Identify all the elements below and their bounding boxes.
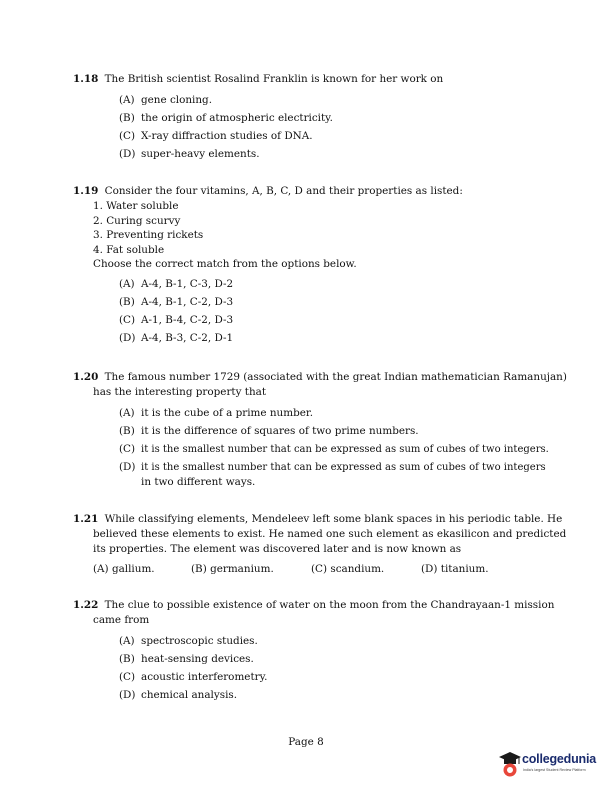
question-number: 1.18 <box>73 73 99 85</box>
option-b: (B) A-4, B-1, C-2, D-3 <box>119 296 234 308</box>
question-stem: The clue to possible existence of water on the moon from the Chandrayaan-1 mission <box>104 599 555 611</box>
option-b: (B) germanium. <box>191 563 274 575</box>
option-d: (D) titanium. <box>421 563 489 575</box>
logo-wordmark: collegedunia <box>522 752 597 766</box>
page-number: Page 8 <box>288 736 324 748</box>
question-stem: Consider the four vitamins, A, B, C, D and their properties as listed: <box>104 185 463 197</box>
option-b: (B) heat-sensing devices. <box>119 652 254 665</box>
option-c: (C) it is the smallest number that can be expressed as sum of cubes of two integers. <box>119 442 549 455</box>
option-a: (A) gallium. <box>93 563 155 575</box>
option-c: (C) A-1, B-4, C-2, D-3 <box>119 314 234 326</box>
property-list-item: 1. Water soluble <box>93 200 179 212</box>
property-list-item: 4. Fat soluble <box>93 243 165 256</box>
option-d: (D) chemical analysis. <box>119 688 238 701</box>
question-stem-cont: believed these elements to exist. He named one such element as ekasilicon and predicted <box>93 528 567 540</box>
option-c: (C) acoustic interferometry. <box>119 670 268 683</box>
option-a: (A) spectroscopic studies. <box>119 634 258 647</box>
question-1-22 <box>73 598 555 703</box>
logo-tagline: India's largest Student Review Platform <box>523 768 586 772</box>
graduation-cap-icon <box>498 750 522 778</box>
option-d: (D) A-4, B-3, C-2, D-1 <box>119 332 234 344</box>
option-d: (D) super-heavy elements. <box>119 147 260 160</box>
question-number: 1.19 <box>73 185 99 197</box>
property-list-item: 2. Curing scurvy <box>93 214 181 227</box>
question-stem: The British scientist Rosalind Franklin is known for her work on <box>104 73 444 85</box>
option-b: (B) the origin of atmospheric electricity. <box>119 111 333 124</box>
property-list-item: 3. Preventing rickets <box>93 229 204 241</box>
question-number: 1.20 <box>73 371 99 383</box>
collegedunia-logo <box>498 748 604 778</box>
question-stem: The famous number 1729 (associated with the great Indian mathematician Ramanujan) <box>104 371 567 383</box>
question-stem-cont: its properties. The element was discovered later and is now known as <box>93 543 462 555</box>
question-1-19 <box>73 184 543 347</box>
question-stem-cont: has the interesting property that <box>93 386 267 398</box>
question-stem-cont: came from <box>93 614 150 626</box>
question-1-18 <box>73 72 543 162</box>
question-number: 1.22 <box>73 599 99 611</box>
inline-options <box>73 562 543 577</box>
option-a: (A) it is the cube of a prime number. <box>119 406 314 419</box>
option-d: (D) it is the smallest number that can be expressed as sum of cubes of two integers in two different ways. <box>119 460 546 488</box>
option-c: (C) X-ray diffraction studies of DNA. <box>119 129 313 142</box>
option-c: (C) scandium. <box>311 563 385 575</box>
option-b: (B) it is the difference of squares of two prime numbers. <box>119 424 419 437</box>
option-a: (A) gene cloning. <box>119 93 213 106</box>
question-number: 1.21 <box>73 513 99 525</box>
question-stem: While classifying elements, Mendeleev left some blank spaces in his periodic table. He <box>104 513 563 525</box>
option-a: (A) A-4, B-1, C-3, D-2 <box>119 278 234 290</box>
instruction-text: Choose the correct match from the options below. <box>93 258 357 270</box>
question-1-21 <box>73 512 567 577</box>
question-1-20 <box>73 370 567 491</box>
